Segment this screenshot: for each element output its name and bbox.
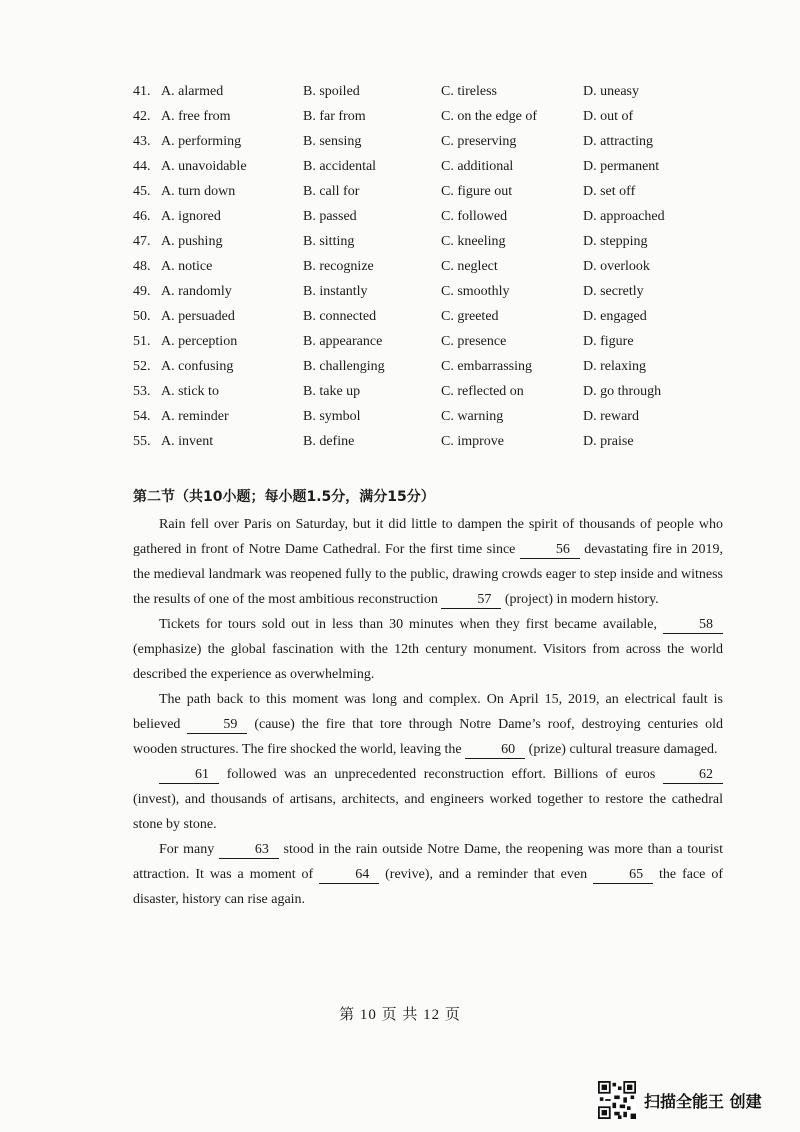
option-row <box>133 132 773 157</box>
option-d: D. attracting <box>583 134 653 149</box>
option-c: C. figure out <box>441 184 513 199</box>
option-b: B. accidental <box>303 159 377 174</box>
option-a: A. perception <box>161 334 238 349</box>
option-c: C. reflected on <box>441 384 524 399</box>
scanner-watermark <box>598 1080 762 1120</box>
option-row <box>133 282 773 307</box>
option-a: A. reminder <box>161 409 229 424</box>
option-a: A. invent <box>161 434 214 449</box>
option-a: A. randomly <box>161 284 232 299</box>
option-b: B. instantly <box>303 284 368 299</box>
blank-61: 61 <box>159 766 219 784</box>
option-d: D. secretly <box>583 284 644 299</box>
option-row <box>133 257 773 282</box>
option-b: B. challenging <box>303 359 385 374</box>
blank-58: 58 <box>663 616 723 634</box>
option-row <box>133 332 773 357</box>
paragraph <box>133 762 723 837</box>
option-d: D. relaxing <box>583 359 646 374</box>
option-a: A. stick to <box>161 384 219 399</box>
blank-60: 60 <box>465 741 525 759</box>
question-number: 51. <box>133 334 151 349</box>
option-b: B. take up <box>303 384 361 399</box>
option-c: C. warning <box>441 409 504 424</box>
option-d: D. figure <box>583 334 634 349</box>
passage-text: the face of disaster, history can rise again. <box>133 867 723 907</box>
question-number: 48. <box>133 259 151 274</box>
option-row <box>133 157 773 182</box>
qr-code-icon <box>598 1081 636 1119</box>
option-row <box>133 107 773 132</box>
question-number: 47. <box>133 234 151 249</box>
passage-text: (prize) cultural treasure damaged. <box>525 742 718 757</box>
option-a: A. pushing <box>161 234 223 249</box>
option-b: B. sensing <box>303 134 362 149</box>
option-a: A. free from <box>161 109 231 124</box>
paragraph <box>133 837 723 912</box>
passage-text: stood in the rain outside Notre Dame, the reopening was more than a tourist attraction. It was a moment of <box>133 842 723 882</box>
passage-text: The path back to this moment was long and complex. On April 15, 2019, an electrical fault is believed <box>133 692 723 732</box>
option-d: D. stepping <box>583 234 648 249</box>
question-number: 49. <box>133 284 151 299</box>
option-row <box>133 382 773 407</box>
option-d: D. engaged <box>583 309 647 324</box>
option-b: B. connected <box>303 309 377 324</box>
option-b: B. passed <box>303 209 357 224</box>
passage-text: Rain fell over Paris on Saturday, but it did little to dampen the spirit of thousands of people who gathered in front of Notre Dame Cathedral. For the first time since <box>133 517 723 557</box>
question-number: 55. <box>133 434 151 449</box>
option-a: A. unavoidable <box>161 159 247 174</box>
blank-65: 65 <box>593 866 653 884</box>
option-d: D. reward <box>583 409 639 424</box>
option-c: C. embarrassing <box>441 359 532 374</box>
blank-57: 57 <box>441 591 501 609</box>
option-b: B. call for <box>303 184 360 199</box>
option-d: D. permanent <box>583 159 660 174</box>
blank-62: 62 <box>663 766 723 784</box>
option-a: A. confusing <box>161 359 234 374</box>
option-c: C. on the edge of <box>441 109 538 124</box>
option-c: C. neglect <box>441 259 498 274</box>
question-number: 45. <box>133 184 151 199</box>
option-d: D. uneasy <box>583 84 639 99</box>
cloze-passage <box>133 512 723 912</box>
option-d: D. praise <box>583 434 634 449</box>
option-a: A. ignored <box>161 209 221 224</box>
option-c: C. greeted <box>441 309 499 324</box>
option-a: A. performing <box>161 134 242 149</box>
option-d: D. out of <box>583 109 634 124</box>
option-row <box>133 407 773 432</box>
option-b: B. recognize <box>303 259 374 274</box>
paragraph <box>133 687 723 762</box>
option-b: B. sitting <box>303 234 355 249</box>
option-a: A. persuaded <box>161 309 235 324</box>
option-b: B. define <box>303 434 355 449</box>
option-c: C. followed <box>441 209 508 224</box>
passage-text: (cause) the fire that tore through Notre Dame’s roof, destroying centuries old wooden structures. The fire shocked the world, leaving the <box>133 717 724 757</box>
option-c: C. preserving <box>441 134 517 149</box>
passage-text: devastating fire in 2019, the medieval landmark was reopened fully to the public, drawing crowds eager to step inside and witness the results of one of the most ambitious reconstruction <box>133 542 724 607</box>
option-row <box>133 307 773 332</box>
blank-59: 59 <box>187 716 247 734</box>
option-c: C. tireless <box>441 84 497 99</box>
question-number: 50. <box>133 309 151 324</box>
passage-text: (emphasize) the global fascination with the 12th century monument. Visitors from across the world described the experience as overwhelming. <box>133 642 723 682</box>
option-row <box>133 207 773 232</box>
option-row <box>133 432 773 457</box>
option-d: D. approached <box>583 209 665 224</box>
passage-text: followed was an unprecedented reconstruction effort. Billions of euros <box>219 767 663 782</box>
passage-text: Tickets for tours sold out in less than 30 minutes when they first became available, <box>159 617 663 632</box>
paragraph <box>133 512 723 612</box>
option-b: B. spoiled <box>303 84 360 99</box>
option-a: A. alarmed <box>161 84 224 99</box>
question-number: 46. <box>133 209 151 224</box>
option-row <box>133 182 773 207</box>
option-row <box>133 82 773 107</box>
page-number: 第 10 页 共 12 页 <box>339 1007 461 1023</box>
blank-56: 56 <box>520 541 580 559</box>
option-b: B. appearance <box>303 334 383 349</box>
option-b: B. symbol <box>303 409 361 424</box>
question-number: 43. <box>133 134 151 149</box>
passage-text: For many <box>159 842 219 857</box>
passage-text: (invest), and thousands of artisans, architects, and engineers worked together to restore the cathedral stone by stone. <box>133 792 723 832</box>
option-a: A. notice <box>161 259 213 274</box>
option-row <box>133 232 773 257</box>
option-d: D. set off <box>583 184 636 199</box>
option-c: C. smoothly <box>441 284 510 299</box>
scanner-label: 扫描全能王 创建 <box>644 1091 762 1111</box>
question-number: 53. <box>133 384 151 399</box>
option-d: D. go through <box>583 384 662 399</box>
paragraph <box>133 612 723 687</box>
option-a: A. turn down <box>161 184 236 199</box>
option-c: C. presence <box>441 334 507 349</box>
option-row <box>133 357 773 382</box>
question-number: 44. <box>133 159 151 174</box>
blank-63: 63 <box>219 841 279 859</box>
question-number: 41. <box>133 84 151 99</box>
option-d: D. overlook <box>583 259 650 274</box>
section-heading: 第二节（共10小题；每小题1.5分，满分15分） <box>133 489 435 505</box>
option-b: B. far from <box>303 109 366 124</box>
option-c: C. additional <box>441 159 514 174</box>
option-c: C. kneeling <box>441 234 506 249</box>
option-c: C. improve <box>441 434 504 449</box>
options-table <box>133 82 773 457</box>
blank-64: 64 <box>319 866 379 884</box>
passage-text: (project) in modern history. <box>501 592 659 607</box>
question-number: 42. <box>133 109 151 124</box>
passage-text: (revive), and a reminder that even <box>379 867 594 882</box>
question-number: 52. <box>133 359 151 374</box>
question-number: 54. <box>133 409 151 424</box>
